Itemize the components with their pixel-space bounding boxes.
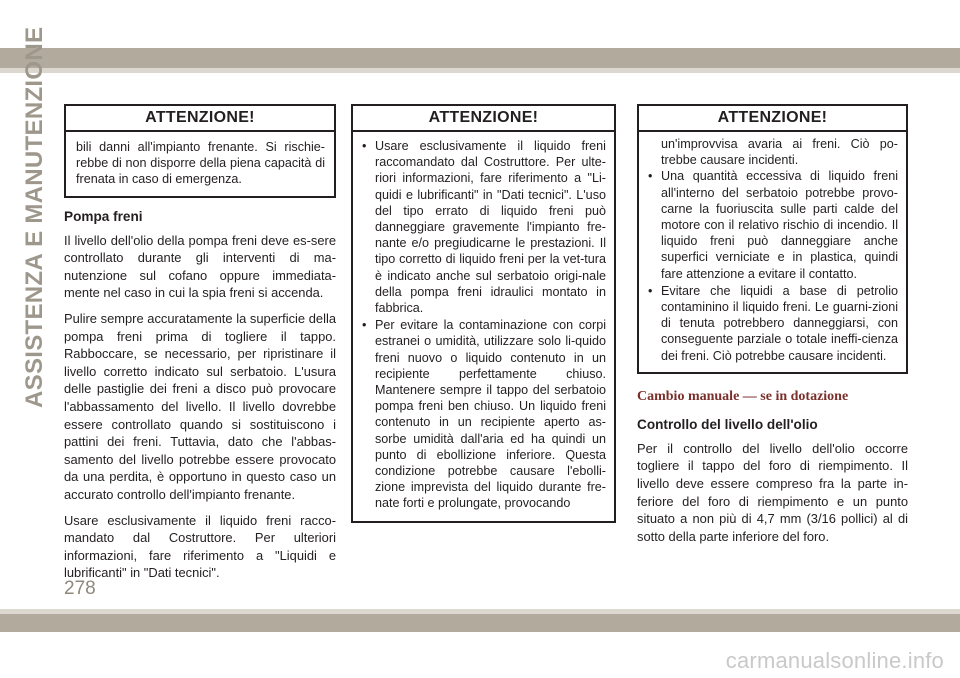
bullet-item: • Usare esclusivamente il liquido freni raccomandato dal Costruttore. Per ulte-riori informazioni, fare riferimento a "Li-quidi e lubrificanti" in "Dati tecnici". L'uso del tipo errato di liquido freni può danneggiare gravemente l'impianto fre-nante e/o pregiudicarne le prestazioni. Il tipo corretto di liquido freni per la vet-tura è indicato anche sul serbatoio origi-nale della pompa freni idraulici montato in fabbrica. (361, 138, 606, 316)
watermark: carmanualsonline.info (725, 648, 944, 673)
header-band-line (0, 68, 960, 73)
top-margin (0, 0, 960, 48)
footer-band (0, 614, 960, 632)
section-heading-colored: Cambio manuale — se in dotazione (637, 388, 849, 404)
warning-box (351, 104, 616, 523)
subsection-heading: Controllo del livello dell'olio (637, 416, 818, 432)
bullet-item: • Evitare che liquidi a base di petrolio contaminino il liquido freni. Le guarni-zioni di tenuta potrebbero danneggiarsi, con conseguente parziale o totale ineffi-cienza dei freni. Ciò potrebbe causare incidenti. (647, 283, 898, 364)
bullet-item: • Per evitare la contaminazione con corpi estranei o umidità, utilizzare solo li-quido freni nuovo o liquido contenuto in un recipiente perfettamente chiuso. Mantenere sempre il tappo del serbatoio pompa freni ben chiuso. Un liquido freni contenuto in un recipiente aperto as-sorbe umidità dall'aria ed ha quindi un punto di ebollizione inferiore. Questa condizione potrebbe causare l'ebolli-zione imprevista del liquido durante fre-nate forti e prolungate, provocando (361, 317, 606, 511)
warning-text: bili danni all'impianto frenante. Si rischie-rebbe di non disporre della piena capacità di frenata in caso di emergenza. (76, 140, 325, 187)
column-1 (64, 104, 336, 590)
paragraph: Pulire sempre accuratamente la superficie della pompa freni prima di togliere il tappo. Rabboccare, se necessario, per ripristinare il livello corretto indicato sul serbatoio. L'usura delle pastiglie dei freni a disco può provocare l'abbassamento del livello. Il livello dovrebbe essere controllato quando si sostituiscono i pattini dei freni. Tuttavia, dato che l'abbas-samento del livello potrebbe essere provocato da una perdita, è opportuno in questo caso un accurato controllo dell'impianto frenante. (64, 310, 336, 502)
bullet-item: • Una quantità eccessiva di liquido freni all'interno del serbatoio potrebbe provo-carne la fuoriuscita sulle parti calde del motore con il relativo rischio di incendio. Il liquido freni può danneggiare anche superfici verniciate e in plastica, quindi fare attenzione a evitare il contatto. (647, 168, 898, 281)
section-heading: Pompa freni (64, 208, 143, 224)
warning-body (639, 132, 906, 372)
page-number: 278 (64, 578, 96, 599)
warning-box (637, 104, 908, 374)
warning-bullet-list (647, 168, 898, 363)
warning-title: ATTENZIONE! (353, 106, 614, 132)
warning-box (64, 104, 336, 198)
warning-title: ATTENZIONE! (639, 106, 906, 132)
paragraph: Per il controllo del livello dell'olio occorre togliere il tappo del foro di riempimento. Il livello deve essere compreso fra la parte in-feriore del foro di riempimento e un punto situato a non più di 4,7 mm (3/16 pollici) al di sotto della parte inferiore del foro. (637, 440, 908, 544)
column-2 (351, 104, 616, 523)
header-band (0, 48, 960, 68)
warning-body (353, 132, 614, 521)
continued-text: un'improvvisa avaria ai freni. Ciò po-trebbe causare incidenti. (661, 137, 898, 168)
warning-title: ATTENZIONE! (66, 106, 334, 132)
column-3 (637, 104, 908, 553)
section-side-title: ASSISTENZA E MANUTENZIONE (21, 26, 48, 408)
paragraph: Usare esclusivamente il liquido freni racco-mandato dal Costruttore. Per ulteriori informazioni, fare riferimento a "Liquidi e lubrificanti" in "Dati tecnici". (64, 512, 336, 581)
paragraph: Il livello dell'olio della pompa freni deve es-sere controllato durante gli interventi di ma-nutenzione sul cofano oppure immediata-mente nel caso in cui la spia freni si accenda. (64, 232, 336, 301)
warning-bullet-list (361, 138, 606, 512)
